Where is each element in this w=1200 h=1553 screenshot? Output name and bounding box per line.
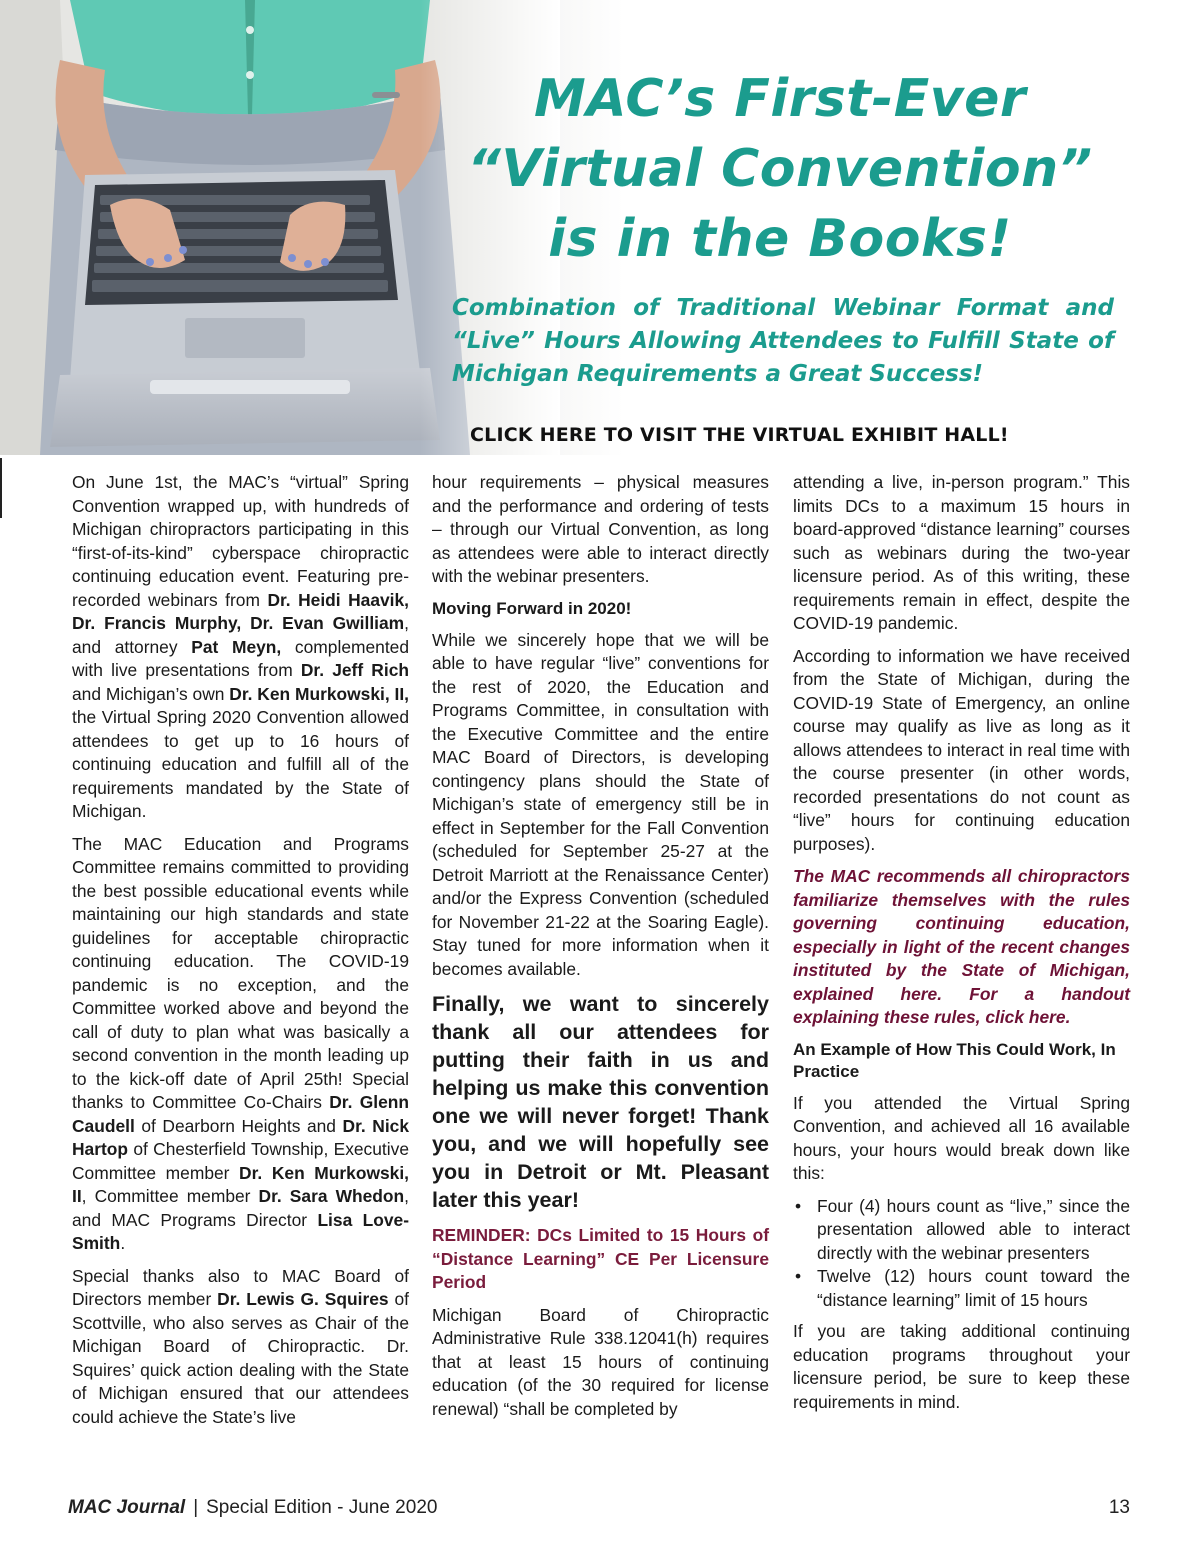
text-run: , and attorney [72, 613, 409, 657]
text-run: of Chesterfield Township, Executive Committee member [72, 1139, 409, 1183]
committee-paragraph [72, 833, 409, 1256]
moving-forward-paragraph: While we sincerely hope that we will be able to have regular “live” conventions for the rest of 2020, the Education and Programs Committee, in consultation with the Executive Committee and the entire MAC Board of Directors, is developing contingency plans should the State of Michigan’s state of emergency still be in effect in September for the Fall Convention (scheduled for September 25-27 at the Detroit Marriott at the Renaissance Center) and/or the Express Convention (scheduled for November 21-22 at the Soaring Eagle). Stay tuned for more information when it becomes available. [432, 629, 769, 979]
person-name: Dr. Ken Murkowski, II [72, 1162, 409, 1206]
section-heading-example: An Example of How This Could Work, In Practice [793, 1039, 1116, 1081]
person-name: Dr. Lewis G. Squires [217, 1289, 389, 1309]
thank-you-message: Finally, we want to sincerely thank all our attendees for putting their faith in us and helping us make this convention one we will never forget! Thank you, and we will hopefully see you in Detroit or Mt. Pleasant later this year! [432, 992, 769, 1212]
state-information-paragraph: According to information we have received from the State of Michigan, during the COVID-19 State of Emergency, an online course may qualify as live as long as it allows attendees to interact in real time with the course presenter (in other words, recorded presentations do not count as “live” hours for continuing education purposes). [793, 645, 1130, 854]
article-headline [440, 64, 1120, 274]
person-name: Dr. Glenn Caudell [72, 1092, 409, 1136]
virtual-exhibit-hall-link[interactable]: CLICK HERE TO VISIT THE VIRTUAL EXHIBIT HALL! [470, 424, 1009, 446]
page-number: 13 [1108, 1497, 1130, 1518]
intro-paragraph [72, 471, 409, 824]
hours-breakdown-list [793, 1195, 1130, 1313]
list-item: • Four (4) hours count as “live,” since the presentation allowed able to interact directly with the webinar presenters [793, 1195, 1130, 1266]
text-run: of Scottville, who also serves as Chair of the Michigan Board of Chiropractic. Dr. Squires’ quick action dealing with the State of Michigan ensured that our attendees could achieve the State’s live [72, 1289, 409, 1427]
edition-label: Special Edition - June 2020 [206, 1497, 438, 1518]
footer-separator: | [193, 1497, 199, 1518]
presenter-name: Dr. Jeff Rich [300, 660, 409, 680]
headline-line-1: MAC’s First-Ever [533, 69, 1027, 129]
reminder-heading: REMINDER: DCs Limited to 15 Hours of “Distance Learning” CE Per Licensure Period [432, 1225, 769, 1292]
text-run: The MAC Education and Programs Committee remains committed to providing the best possible educational events while maintaining our high standards and state guidelines for acceptable chiropractic continuing education. The COVID-19 pandemic is no exception, and the Committee worked above and beyond the call of duty to plan what was basically a second convention in the month leading up to the kick-off date of April 25th! Special thanks to Committee Co-Chairs [72, 833, 409, 1112]
continued-paragraph: hour requirements – physical measures and the performance and ordering of tests – through our Virtual Convention, as long as attendees were able to interact directly with the webinar presenters. [432, 472, 769, 586]
article-subheadline: Combination of Traditional Webinar Format and “Live” Hours Allowing Attendees to Fulfill State of Michigan Requirements a Great Success! [452, 295, 1114, 387]
hero-banner [0, 0, 1200, 455]
presenter-name: Pat Meyn, [191, 636, 282, 657]
article-column-3 [793, 471, 1130, 1423]
rule-paragraph: Michigan Board of Chiropractic Administrative Rule 338.12041(h) requires that at least 15 hours of continuing education (of the 30 required for license renewal) “shall be completed by [432, 1304, 769, 1419]
person-name: Dr. Sara Whedon [258, 1186, 405, 1206]
headline-line-2: “Virtual Convention” [467, 139, 1093, 199]
person-name: Lisa Love-Smith [72, 1209, 409, 1253]
board-thanks-paragraph [72, 1265, 409, 1430]
article-column-2 [432, 471, 769, 1430]
headline-line-3: is in the Books! [548, 209, 1012, 269]
text-run: On June 1st, the MAC’s “virtual” Spring Convention wrapped up, with hundreds of Michigan chiropractors participating in this “first-of-its-kind” cyberspace chiropractic continuing education event. Featuring pre-recorded webinars from [72, 472, 409, 610]
closing-paragraph: If you are taking additional continuing education programs throughout your licensure period, be sure to keep these requirements in mind. [793, 1321, 1130, 1412]
page-footer [68, 1497, 1130, 1523]
live-program-paragraph: attending a live, in-person program.” This limits DCs to a maximum 15 hours in board-approved “distance learning” courses such as webinars during the two-year licensure period. As of this writing, these requirements remain in effect, despite the COVID-19 pandemic. [793, 472, 1130, 633]
example-intro-paragraph: If you attended the Virtual Spring Convention, and achieved all 16 available hours, your hours would break down like this: [793, 1092, 1130, 1183]
text-run: . [120, 1233, 126, 1253]
text-run: the Virtual Spring 2020 Convention allowed attendees to get up to 16 hours of continuing education and fulfill all of the requirements mandated by the State of Michigan. [72, 707, 409, 821]
text-run: and Michigan’s own [72, 683, 230, 704]
text-run: Special thanks also to MAC Board of Directors member [72, 1265, 409, 1309]
text-run: , and MAC Programs Director [72, 1186, 409, 1230]
presenter-name: Dr. Ken Murkowski, II, [229, 683, 410, 704]
journal-name: MAC Journal [68, 1497, 186, 1518]
article-column-1 [72, 471, 409, 1438]
text-run: of Dearborn Heights and [134, 1115, 343, 1136]
presenter-names: Dr. Heidi Haavik, Dr. Francis Murphy, Dr. Evan Gwilliam [72, 589, 410, 633]
page-edge-marker [0, 458, 2, 518]
section-heading-moving-forward: Moving Forward in 2020! [432, 598, 632, 618]
recommendation-link-text[interactable]: The MAC recommends all chiropractors familiarize themselves with the rules governing continuing education, especially in light of the recent changes instituted by the State of Michigan, explained here. For a handout explaining these rules, click here. [793, 866, 1130, 1027]
list-item: • Twelve (12) hours count toward the “distance learning” limit of 15 hours [793, 1265, 1130, 1312]
person-name: Dr. Nick Hartop [72, 1115, 409, 1159]
text-run: complemented with live presentations from [72, 636, 409, 680]
text-run: , Committee member [81, 1186, 259, 1206]
